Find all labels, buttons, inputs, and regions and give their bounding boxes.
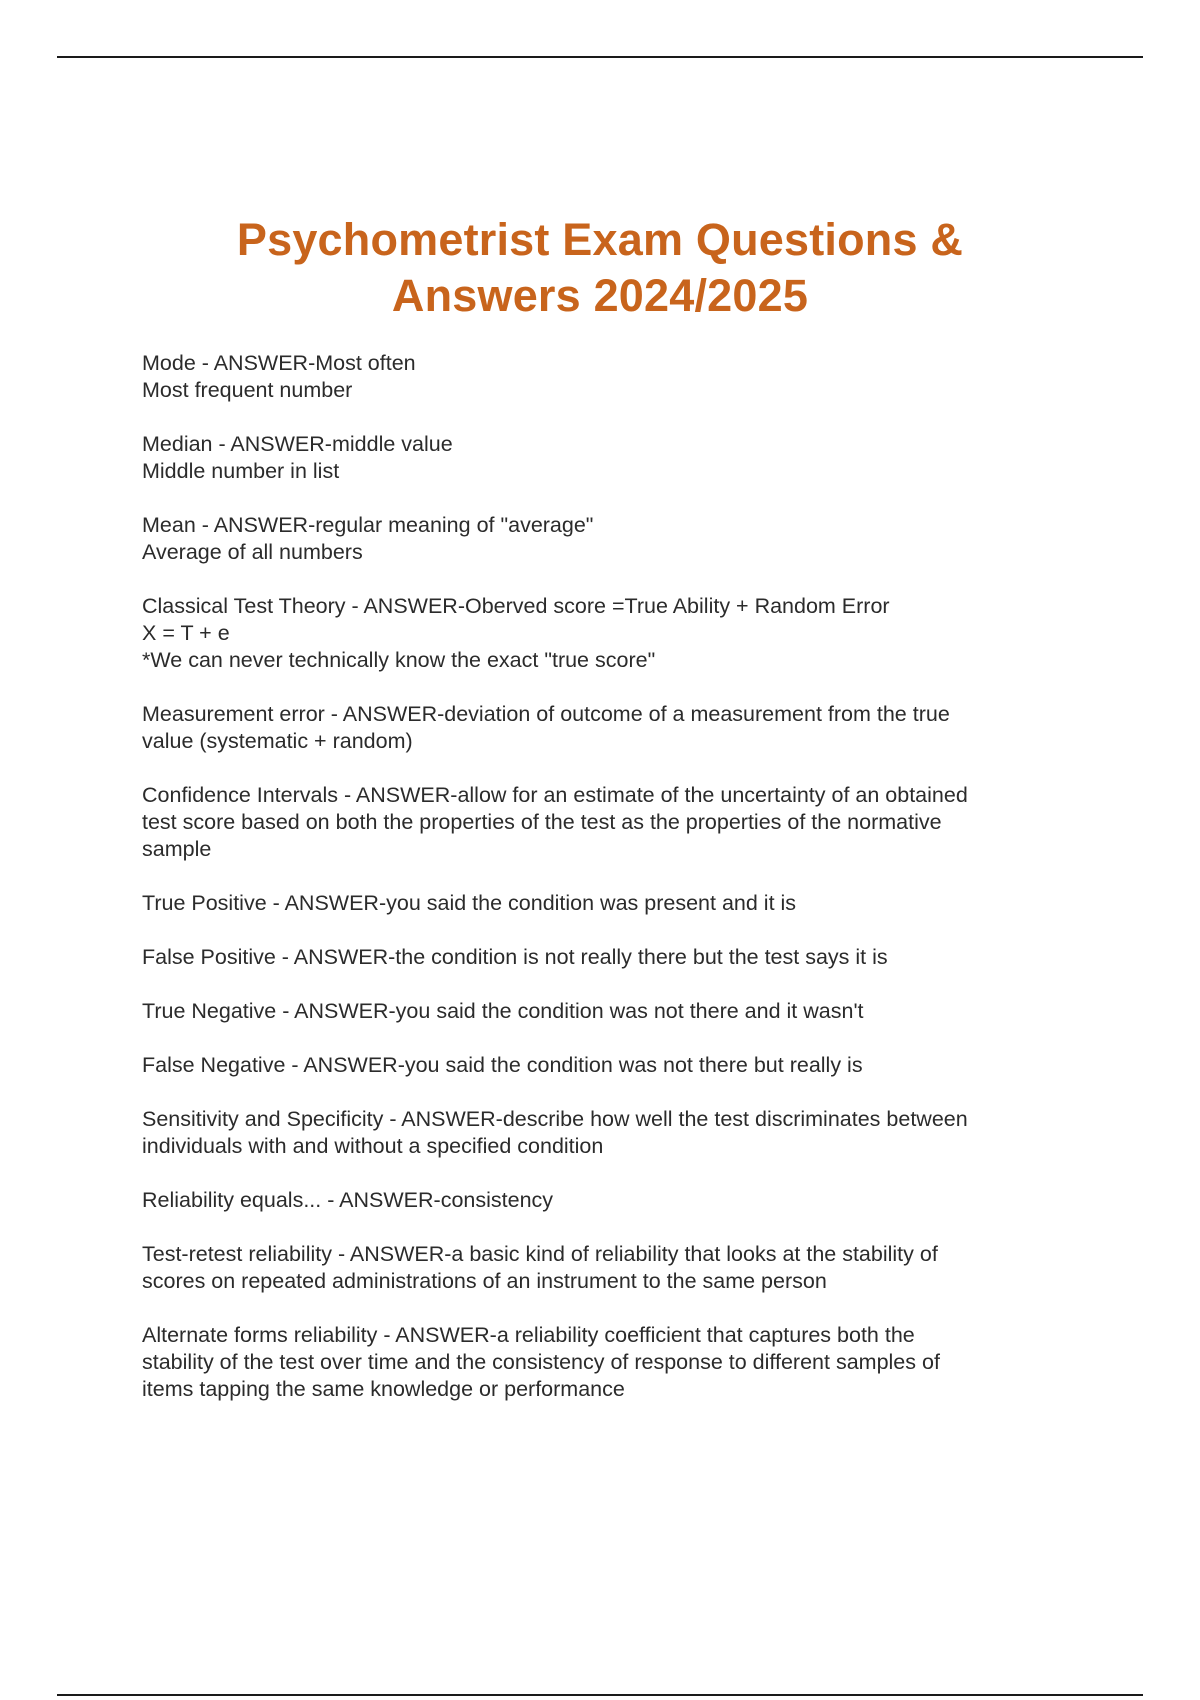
qa-entry [142,782,1072,863]
qa-entry [142,1106,1072,1160]
qa-entry-answer-line: individuals with and without a specified condition [142,1134,604,1158]
qa-entry-term-line: True Positive - ANSWER-you said the condition was present and it is [142,891,797,915]
qa-entry-answer-line: Most frequent number [142,378,353,402]
qa-entry [142,1052,1072,1079]
qa-entry-answer-line: X = T + e [142,621,230,645]
qa-entry-term-line: Reliability equals... - ANSWER-consistency [142,1188,554,1212]
qa-entry-answer-line: stability of the test over time and the consistency of response to different samples of [142,1350,940,1374]
qa-entry-answer-line: items tapping the same knowledge or performance [142,1377,625,1401]
qa-entry [142,350,1072,404]
bottom-rule [57,1694,1143,1696]
qa-entry [142,431,1072,485]
qa-entry [142,701,1072,755]
qa-entry [142,998,1072,1025]
qa-list [142,350,1072,1430]
qa-entry-term-line: Mean - ANSWER-regular meaning of "average" [142,513,594,537]
page-title [100,212,1100,324]
qa-entry [142,1187,1072,1214]
qa-entry-term-line: False Negative - ANSWER-you said the condition was not there but really is [142,1053,863,1077]
qa-entry-term-line: Sensitivity and Specificity - ANSWER-describe how well the test discriminates between [142,1107,968,1131]
qa-entry-answer-line: scores on repeated administrations of an instrument to the same person [142,1269,827,1293]
qa-entry-term-line: Measurement error - ANSWER-deviation of outcome of a measurement from the true [142,702,950,726]
qa-entry-term-line: Test-retest reliability - ANSWER-a basic kind of reliability that looks at the stability of [142,1242,938,1266]
qa-entry-term-line: Alternate forms reliability - ANSWER-a reliability coefficient that captures both the [142,1323,915,1347]
qa-entry [142,944,1072,971]
qa-entry-term-line: False Positive - ANSWER-the condition is not really there but the test says it is [142,945,888,969]
qa-entry [142,1322,1072,1403]
qa-entry-term-line: True Negative - ANSWER-you said the condition was not there and it wasn't [142,999,864,1023]
title-line-1: Psychometrist Exam Questions & [236,214,964,265]
qa-entry-term-line: Mode - ANSWER-Most often [142,351,416,375]
qa-entry [142,593,1072,674]
qa-entry [142,890,1072,917]
qa-entry-answer-line: *We can never technically know the exact "true score" [142,648,656,672]
qa-entry-term-line: Classical Test Theory - ANSWER-Oberved score =True Ability + Random Error [142,594,890,618]
top-rule [57,56,1143,58]
qa-entry-answer-line: value (systematic + random) [142,729,413,753]
qa-entry-term-line: Confidence Intervals - ANSWER-allow for an estimate of the uncertainty of an obtained [142,783,968,807]
qa-entry [142,1241,1072,1295]
qa-entry-answer-line: Middle number in list [142,459,340,483]
title-line-2: Answers 2024/2025 [391,270,809,321]
qa-entry-answer-line: Average of all numbers [142,540,363,564]
qa-entry-answer-line: sample [142,837,212,861]
qa-entry-answer-line: test score based on both the properties of the test as the properties of the normative [142,810,942,834]
qa-entry-term-line: Median - ANSWER-middle value [142,432,453,456]
qa-entry [142,512,1072,566]
